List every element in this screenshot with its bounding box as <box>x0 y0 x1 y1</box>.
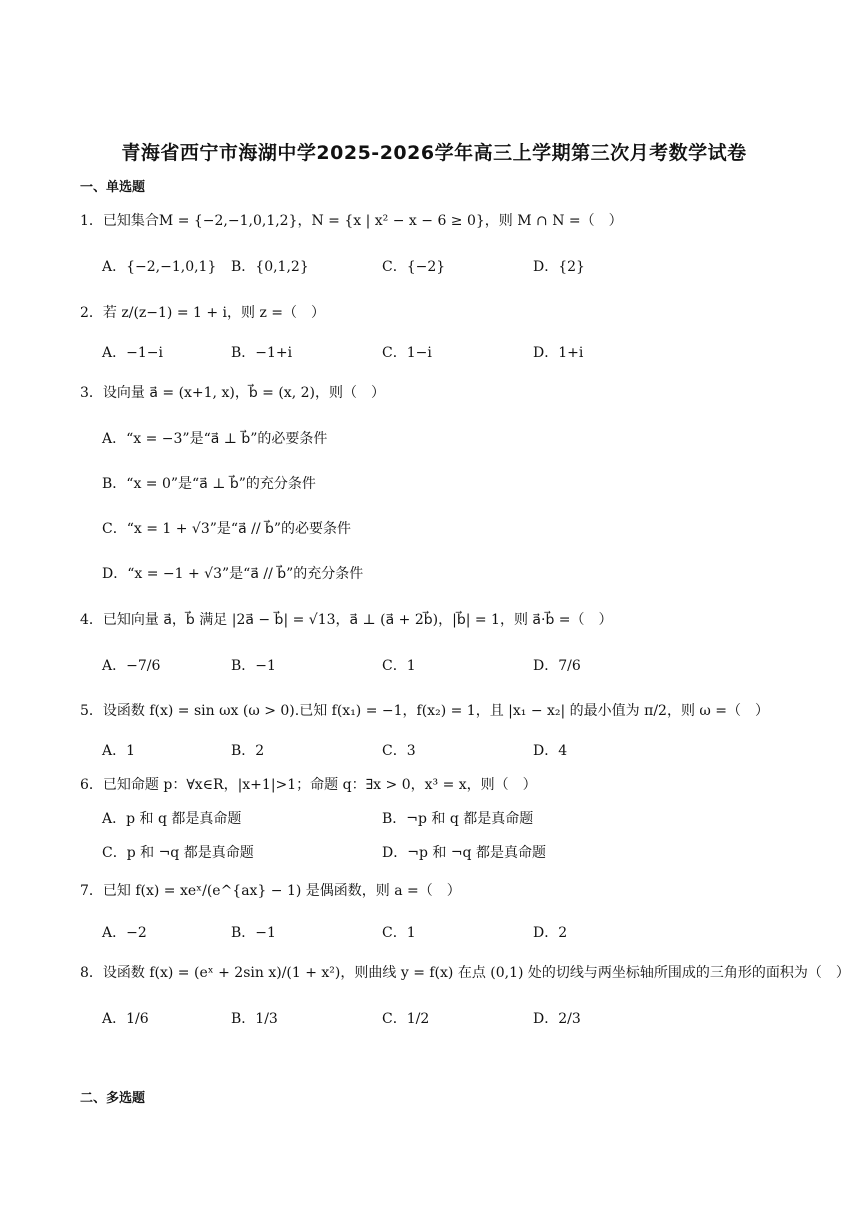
question-5-option-a: A．1 <box>102 743 136 759</box>
question-7-option-c: C．1 <box>382 925 416 941</box>
question-2-option-d: D．1+i <box>533 345 584 361</box>
question-5-option-c: C．3 <box>382 743 416 759</box>
question-1-stem: 1．已知集合M = {−2,−1,0,1,2}，N = {x | x² − x − 6 ≥ 0}，则 M ∩ N =（ ） <box>80 213 623 229</box>
question-3-option-a: A．“x = −3”是“a⃗ ⊥ b⃗”的必要条件 <box>102 431 328 447</box>
question-1-option-a: A．{−2,−1,0,1} <box>102 259 217 275</box>
question-4-option-d: D．7/6 <box>533 658 581 674</box>
question-3-option-b: B．“x = 0”是“a⃗ ⊥ b⃗”的充分条件 <box>102 476 316 492</box>
question-1-option-c: C．{−2} <box>382 259 446 275</box>
question-2-option-a: A．−1−i <box>102 345 163 361</box>
question-4-stem: 4．已知向量 a⃗，b⃗ 满足 |2a⃗ − b⃗| = √13，a⃗ ⊥ (a⃗ + 2b⃗)，|b⃗| = 1，则 a⃗·b⃗ =（ ） <box>80 612 613 628</box>
question-5-option-d: D．4 <box>533 743 568 759</box>
question-6-stem: 6．已知命题 p：∀x∈R，|x+1|>1；命题 q：∃x > 0，x³ = x，则（ ） <box>80 777 537 793</box>
question-8-option-a: A．1/6 <box>102 1011 149 1027</box>
page-title: 青海省西宁市海湖中学2025-2026学年高三上学期第三次月考数学试卷 <box>121 142 747 164</box>
question-2-stem: 2．若 z/(z−1) = 1 + i，则 z =（ ） <box>80 305 326 321</box>
question-5-option-b: B．2 <box>231 743 265 759</box>
question-4-option-b: B．−1 <box>231 658 276 674</box>
question-6-option-a: A．p 和 q 都是真命题 <box>102 811 242 827</box>
question-3-option-c: C．“x = 1 + √3”是“a⃗ // b⃗”的必要条件 <box>102 521 352 537</box>
question-3-option-d: D．“x = −1 + √3”是“a⃗ // b⃗”的充分条件 <box>102 566 364 582</box>
question-7-option-d: D．2 <box>533 925 568 941</box>
question-7-option-b: B．−1 <box>231 925 276 941</box>
question-8-option-d: D．2/3 <box>533 1011 581 1027</box>
question-8-option-c: C．1/2 <box>382 1011 430 1027</box>
question-5-stem: 5．设函数 f(x) = sin ωx (ω > 0).已知 f(x₁) = −1，f(x₂) = 1，且 |x₁ − x₂| 的最小值为 π/2，则 ω =（ ） <box>80 703 769 719</box>
question-7-stem: 7．已知 f(x) = xeˣ/(e^{ax} − 1) 是偶函数，则 a =（ ） <box>80 883 461 899</box>
question-6-option-b: B．¬p 和 q 都是真命题 <box>382 811 534 827</box>
question-2-option-b: B．−1+i <box>231 345 293 361</box>
question-7-option-a: A．−2 <box>102 925 147 941</box>
question-6-option-c: C．p 和 ¬q 都是真命题 <box>102 845 254 861</box>
question-1-option-b: B．{0,1,2} <box>231 259 309 275</box>
question-2-option-c: C．1−i <box>382 345 432 361</box>
question-4-option-c: C．1 <box>382 658 416 674</box>
section-multiple-choice: 二、多选题 <box>80 1091 146 1106</box>
section-single-choice: 一、单选题 <box>80 180 146 195</box>
question-8-option-b: B．1/3 <box>231 1011 278 1027</box>
question-3-stem: 3．设向量 a⃗ = (x+1, x)，b⃗ = (x, 2)，则（ ） <box>80 385 385 401</box>
question-6-option-d: D．¬p 和 ¬q 都是真命题 <box>382 845 546 861</box>
question-4-option-a: A．−7/6 <box>102 658 161 674</box>
question-1-option-d: D．{2} <box>533 259 585 275</box>
question-8-stem: 8．设函数 f(x) = (eˣ + 2sin x)/(1 + x²)，则曲线 y = f(x) 在点 (0,1) 处的切线与两坐标轴所围成的三角形的面积为（ ） <box>80 965 850 981</box>
